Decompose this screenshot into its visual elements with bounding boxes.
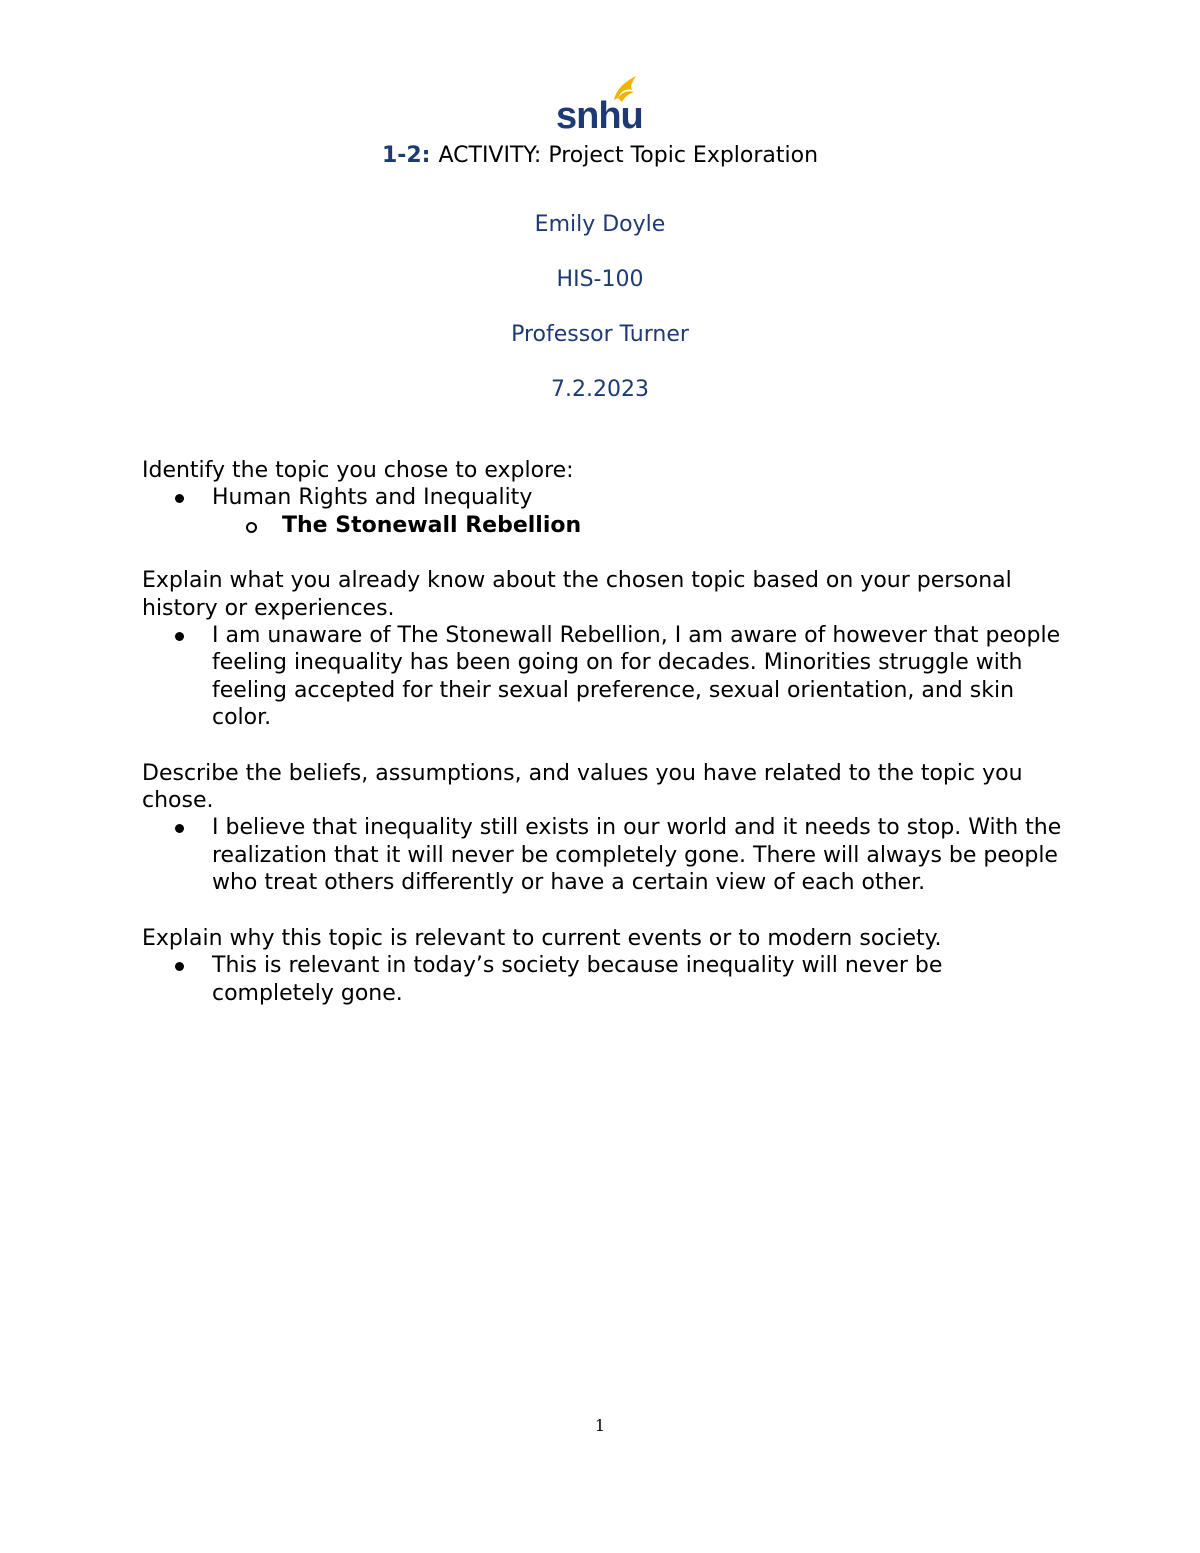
course-code: HIS-100 xyxy=(556,267,644,292)
list-item xyxy=(142,512,1062,539)
page-title xyxy=(0,142,1200,170)
bullet-list xyxy=(142,952,1062,1007)
sub-bullet-list xyxy=(142,512,1062,539)
section-prior-knowledge xyxy=(142,567,1062,731)
title-text: ACTIVITY: Project Topic Exploration xyxy=(438,143,819,168)
sub-bullet-text: The Stonewall Rebellion xyxy=(282,512,582,538)
list-item xyxy=(142,952,1062,1007)
bullet-text: I believe that inequality still exists in our world and it needs to stop. With the realization that it will never be completely gone. There will always be people who treat others differently or have a certain view of each other. xyxy=(212,815,1062,896)
list-item xyxy=(142,484,1062,511)
bullet-list xyxy=(142,484,1062,511)
section-prompt: Explain what you already know about the chosen topic based on your personal history or experiences. xyxy=(142,568,1012,621)
bullet-text: This is relevant in today’s society because inequality will never be completely gone. xyxy=(212,953,943,1006)
logo-wordmark: snhu xyxy=(556,95,643,132)
section-prompt: Describe the beliefs, assumptions, and values you have related to the topic you chose. xyxy=(142,760,1023,814)
list-item xyxy=(142,622,1062,732)
page-number: 1 xyxy=(594,1416,606,1435)
section-prompt: Identify the topic you chose to explore: xyxy=(142,458,574,483)
submission-date: 7.2.2023 xyxy=(551,377,649,402)
section-topic xyxy=(142,457,1062,539)
title-number: 1-2: xyxy=(381,143,431,168)
bullet-icon xyxy=(175,824,184,833)
list-item xyxy=(142,814,1062,896)
bullet-icon xyxy=(175,632,184,641)
section-prompt: Explain why this topic is relevant to current events or to modern society. xyxy=(142,925,942,951)
author-name: Emily Doyle xyxy=(534,212,666,237)
flame-icon xyxy=(552,74,648,132)
bullet-icon xyxy=(175,494,184,503)
document-body xyxy=(142,457,1062,1035)
bullet-list xyxy=(142,814,1062,896)
bullet-text: Human Rights and Inequality xyxy=(212,485,533,511)
bullet-list xyxy=(142,622,1062,732)
section-beliefs xyxy=(142,760,1062,897)
bullet-text: I am unaware of The Stonewall Rebellion, I am aware of however that people feeling inequality has been going on for decades. Minorities struggle with feeling accepted for their sexual preference, sexual orientation, and skin color. xyxy=(212,623,1061,731)
professor-name: Professor Turner xyxy=(511,322,689,347)
snhu-logo xyxy=(552,74,648,132)
bullet-icon xyxy=(175,962,184,971)
section-relevance xyxy=(142,925,1062,1007)
hollow-bullet-icon xyxy=(246,522,257,533)
